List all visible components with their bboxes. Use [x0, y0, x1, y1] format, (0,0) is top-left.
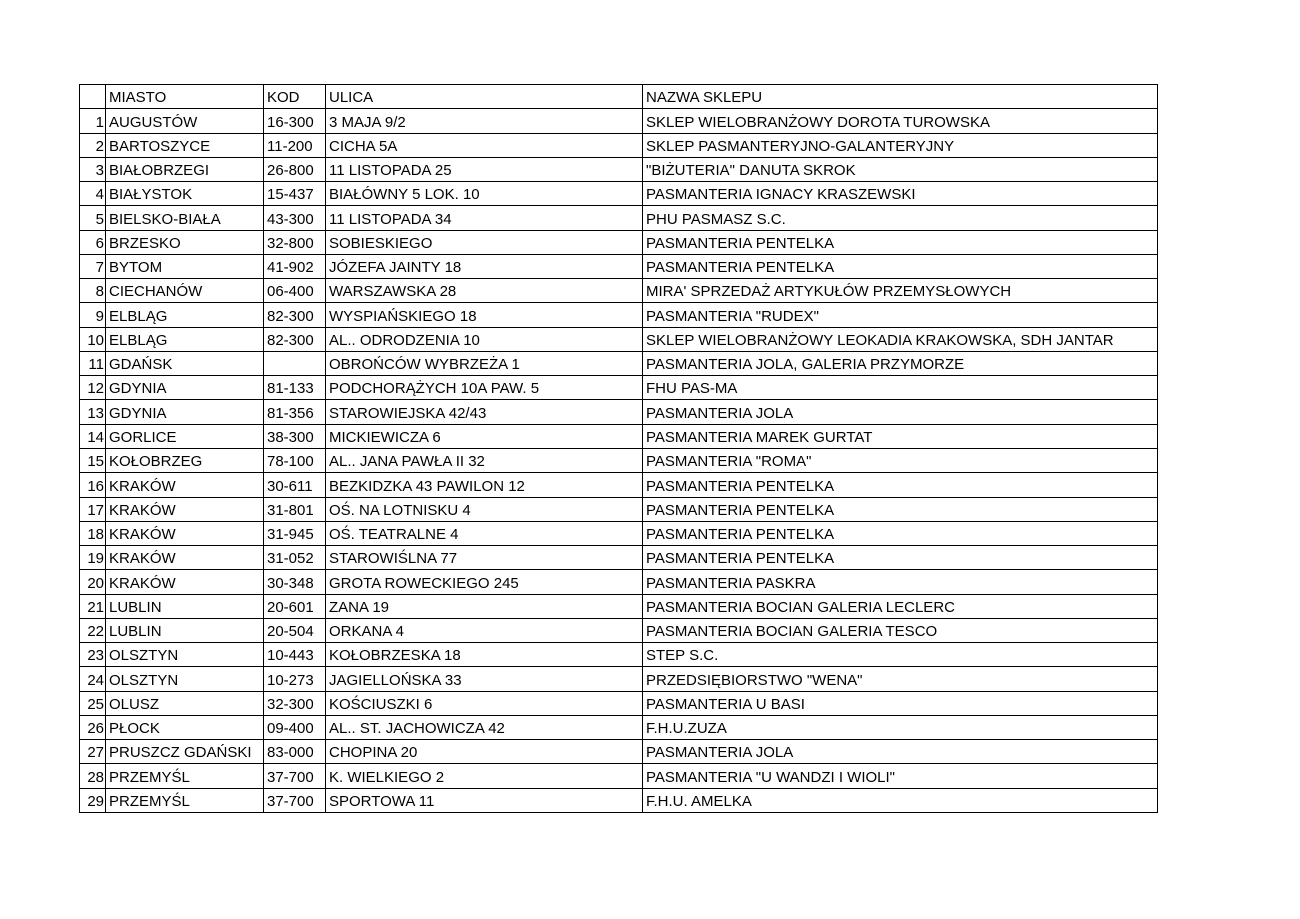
table-row — [80, 473, 1158, 497]
city-cell: CIECHANÓW — [106, 279, 264, 303]
street-cell: CICHA 5A — [326, 133, 643, 157]
row-number-cell: 7 — [80, 254, 106, 278]
street-cell: OŚ. TEATRALNE 4 — [326, 521, 643, 545]
city-cell: BARTOSZYCE — [106, 133, 264, 157]
street-cell: MICKIEWICZA 6 — [326, 424, 643, 448]
table-row — [80, 327, 1158, 351]
postal-code-cell: 82-300 — [264, 327, 326, 351]
table-row — [80, 157, 1158, 181]
table-row — [80, 351, 1158, 375]
city-cell: BIAŁOBRZEGI — [106, 157, 264, 181]
row-number-cell: 17 — [80, 497, 106, 521]
street-cell: WARSZAWSKA 28 — [326, 279, 643, 303]
shop-name-cell: PASMANTERIA PENTELKA — [643, 473, 1158, 497]
street-cell: K. WIELKIEGO 2 — [326, 764, 643, 788]
city-cell: PRZEMYŚL — [106, 764, 264, 788]
city-cell: AUGUSTÓW — [106, 109, 264, 133]
shop-name-cell: PASMANTERIA BOCIAN GALERIA LECLERC — [643, 594, 1158, 618]
shop-name-cell: PASMANTERIA JOLA — [643, 740, 1158, 764]
row-number-cell: 22 — [80, 618, 106, 642]
postal-code-cell: 10-273 — [264, 667, 326, 691]
city-cell: BIELSKO-BIAŁA — [106, 206, 264, 230]
table-row — [80, 740, 1158, 764]
postal-code-cell: 30-348 — [264, 570, 326, 594]
table-row — [80, 206, 1158, 230]
row-number-cell: 5 — [80, 206, 106, 230]
city-cell: OLSZTYN — [106, 667, 264, 691]
postal-code-cell: 15-437 — [264, 182, 326, 206]
table-row — [80, 109, 1158, 133]
table-row — [80, 788, 1158, 812]
street-cell: JAGIELLOŃSKA 33 — [326, 667, 643, 691]
table-row — [80, 691, 1158, 715]
row-number-cell: 20 — [80, 570, 106, 594]
postal-code-cell: 31-945 — [264, 521, 326, 545]
street-cell: AL.. JANA PAWŁA II 32 — [326, 448, 643, 472]
postal-code-cell: 26-800 — [264, 157, 326, 181]
street-cell: KOŚCIUSZKI 6 — [326, 691, 643, 715]
row-number-cell: 4 — [80, 182, 106, 206]
street-cell: 11 LISTOPADA 34 — [326, 206, 643, 230]
city-cell: BYTOM — [106, 254, 264, 278]
street-cell: STAROWIŚLNA 77 — [326, 546, 643, 570]
row-number-cell: 15 — [80, 448, 106, 472]
city-cell: GORLICE — [106, 424, 264, 448]
row-number-cell: 19 — [80, 546, 106, 570]
row-number-cell: 24 — [80, 667, 106, 691]
row-number-cell: 29 — [80, 788, 106, 812]
header-row — [80, 85, 1158, 109]
city-cell: PŁOCK — [106, 715, 264, 739]
street-cell: OŚ. NA LOTNISKU 4 — [326, 497, 643, 521]
row-number-cell: 28 — [80, 764, 106, 788]
shop-name-cell: PASMANTERIA JOLA, GALERIA PRZYMORZE — [643, 351, 1158, 375]
postal-code-cell: 11-200 — [264, 133, 326, 157]
city-cell: KRAKÓW — [106, 570, 264, 594]
header-shop-name: NAZWA SKLEPU — [643, 85, 1158, 109]
city-cell: PRUSZCZ GDAŃSKI — [106, 740, 264, 764]
city-cell: BIAŁYSTOK — [106, 182, 264, 206]
postal-code-cell — [264, 351, 326, 375]
row-number-cell: 9 — [80, 303, 106, 327]
street-cell: ZANA 19 — [326, 594, 643, 618]
postal-code-cell: 78-100 — [264, 448, 326, 472]
postal-code-cell: 31-801 — [264, 497, 326, 521]
table-row — [80, 230, 1158, 254]
table-body — [80, 109, 1158, 813]
city-cell: KRAKÓW — [106, 521, 264, 545]
row-number-cell: 12 — [80, 376, 106, 400]
postal-code-cell: 83-000 — [264, 740, 326, 764]
shop-name-cell: PASMANTERIA PENTELKA — [643, 254, 1158, 278]
row-number-cell: 10 — [80, 327, 106, 351]
postal-code-cell: 30-611 — [264, 473, 326, 497]
shop-name-cell: F.H.U.ZUZA — [643, 715, 1158, 739]
street-cell: GROTA ROWECKIEGO 245 — [326, 570, 643, 594]
city-cell: KOŁOBRZEG — [106, 448, 264, 472]
table-row — [80, 448, 1158, 472]
street-cell: AL.. ODRODZENIA 10 — [326, 327, 643, 351]
shop-name-cell: PHU PASMASZ S.C. — [643, 206, 1158, 230]
shop-name-cell: STEP S.C. — [643, 643, 1158, 667]
row-number-cell: 25 — [80, 691, 106, 715]
postal-code-cell: 09-400 — [264, 715, 326, 739]
row-number-cell: 23 — [80, 643, 106, 667]
table-row — [80, 667, 1158, 691]
postal-code-cell: 81-356 — [264, 400, 326, 424]
table-row — [80, 643, 1158, 667]
city-cell: GDYNIA — [106, 400, 264, 424]
street-cell: 11 LISTOPADA 25 — [326, 157, 643, 181]
table-row — [80, 400, 1158, 424]
row-number-cell: 6 — [80, 230, 106, 254]
street-cell: AL.. ST. JACHOWICZA 42 — [326, 715, 643, 739]
shop-name-cell: SKLEP WIELOBRANŻOWY LEOKADIA KRAKOWSKA, SDH JANTAR — [643, 327, 1158, 351]
table-row — [80, 497, 1158, 521]
table-row — [80, 424, 1158, 448]
street-cell: STAROWIEJSKA 42/43 — [326, 400, 643, 424]
shop-name-cell: PASMANTERIA IGNACY KRASZEWSKI — [643, 182, 1158, 206]
street-cell: CHOPINA 20 — [326, 740, 643, 764]
shop-name-cell: PASMANTERIA PASKRA — [643, 570, 1158, 594]
row-number-cell: 8 — [80, 279, 106, 303]
shop-name-cell: PASMANTERIA U BASI — [643, 691, 1158, 715]
shop-name-cell: PASMANTERIA BOCIAN GALERIA TESCO — [643, 618, 1158, 642]
table-header — [80, 85, 1158, 109]
street-cell: BEZKIDZKA 43 PAWILON 12 — [326, 473, 643, 497]
table-row — [80, 279, 1158, 303]
street-cell: KOŁOBRZESKA 18 — [326, 643, 643, 667]
table-row — [80, 376, 1158, 400]
table-row — [80, 570, 1158, 594]
shop-name-cell: PASMANTERIA PENTELKA — [643, 521, 1158, 545]
row-number-cell: 1 — [80, 109, 106, 133]
postal-code-cell: 43-300 — [264, 206, 326, 230]
shop-list-table — [79, 84, 1158, 813]
table-row — [80, 715, 1158, 739]
table-row — [80, 133, 1158, 157]
shop-name-cell: MIRA' SPRZEDAŻ ARTYKUŁÓW PRZEMYSŁOWYCH — [643, 279, 1158, 303]
postal-code-cell: 82-300 — [264, 303, 326, 327]
postal-code-cell: 31-052 — [264, 546, 326, 570]
shop-name-cell: SKLEP PASMANTERYJNO-GALANTERYJNY — [643, 133, 1158, 157]
postal-code-cell: 06-400 — [264, 279, 326, 303]
row-number-cell: 18 — [80, 521, 106, 545]
street-cell: BIAŁÓWNY 5 LOK. 10 — [326, 182, 643, 206]
row-number-cell: 27 — [80, 740, 106, 764]
row-number-cell: 13 — [80, 400, 106, 424]
shop-name-cell: PASMANTERIA PENTELKA — [643, 546, 1158, 570]
shop-name-cell: PASMANTERIA "U WANDZI I WIOLI" — [643, 764, 1158, 788]
table-row — [80, 594, 1158, 618]
postal-code-cell: 32-300 — [264, 691, 326, 715]
street-cell: WYSPIAŃSKIEGO 18 — [326, 303, 643, 327]
row-number-cell: 21 — [80, 594, 106, 618]
shop-name-cell: "BIŻUTERIA" DANUTA SKROK — [643, 157, 1158, 181]
city-cell: LUBLIN — [106, 618, 264, 642]
postal-code-cell: 37-700 — [264, 764, 326, 788]
city-cell: PRZEMYŚL — [106, 788, 264, 812]
city-cell: ELBLĄG — [106, 303, 264, 327]
shop-name-cell: PASMANTERIA PENTELKA — [643, 497, 1158, 521]
city-cell: BRZESKO — [106, 230, 264, 254]
table-row — [80, 764, 1158, 788]
shop-name-cell: SKLEP WIELOBRANŻOWY DOROTA TUROWSKA — [643, 109, 1158, 133]
city-cell: OLSZTYN — [106, 643, 264, 667]
postal-code-cell: 20-504 — [264, 618, 326, 642]
shop-name-cell: F.H.U. AMELKA — [643, 788, 1158, 812]
street-cell: PODCHORĄŻYCH 10A PAW. 5 — [326, 376, 643, 400]
city-cell: KRAKÓW — [106, 473, 264, 497]
postal-code-cell: 20-601 — [264, 594, 326, 618]
shop-name-cell: PASMANTERIA "ROMA" — [643, 448, 1158, 472]
row-number-cell: 11 — [80, 351, 106, 375]
row-number-cell: 16 — [80, 473, 106, 497]
table-row — [80, 182, 1158, 206]
table-row — [80, 546, 1158, 570]
row-number-cell: 26 — [80, 715, 106, 739]
city-cell: GDAŃSK — [106, 351, 264, 375]
street-cell: 3 MAJA 9/2 — [326, 109, 643, 133]
city-cell: LUBLIN — [106, 594, 264, 618]
row-number-cell: 3 — [80, 157, 106, 181]
street-cell: ORKANA 4 — [326, 618, 643, 642]
street-cell: OBROŃCÓW WYBRZEŻA 1 — [326, 351, 643, 375]
header-city: MIASTO — [106, 85, 264, 109]
shop-name-cell: PASMANTERIA MAREK GURTAT — [643, 424, 1158, 448]
city-cell: OLUSZ — [106, 691, 264, 715]
street-cell: SOBIESKIEGO — [326, 230, 643, 254]
city-cell: KRAKÓW — [106, 546, 264, 570]
table-row — [80, 618, 1158, 642]
postal-code-cell: 41-902 — [264, 254, 326, 278]
shop-name-cell: PRZEDSIĘBIORSTWO "WENA" — [643, 667, 1158, 691]
shop-name-cell: FHU PAS-MA — [643, 376, 1158, 400]
street-cell: SPORTOWA 11 — [326, 788, 643, 812]
postal-code-cell: 10-443 — [264, 643, 326, 667]
city-cell: ELBLĄG — [106, 327, 264, 351]
header-street: ULICA — [326, 85, 643, 109]
shop-name-cell: PASMANTERIA PENTELKA — [643, 230, 1158, 254]
postal-code-cell: 38-300 — [264, 424, 326, 448]
postal-code-cell: 16-300 — [264, 109, 326, 133]
header-row-number — [80, 85, 106, 109]
city-cell: GDYNIA — [106, 376, 264, 400]
shop-name-cell: PASMANTERIA "RUDEX" — [643, 303, 1158, 327]
row-number-cell: 2 — [80, 133, 106, 157]
table-row — [80, 254, 1158, 278]
shop-name-cell: PASMANTERIA JOLA — [643, 400, 1158, 424]
postal-code-cell: 37-700 — [264, 788, 326, 812]
row-number-cell: 14 — [80, 424, 106, 448]
city-cell: KRAKÓW — [106, 497, 264, 521]
postal-code-cell: 81-133 — [264, 376, 326, 400]
table-row — [80, 521, 1158, 545]
street-cell: JÓZEFA JAINTY 18 — [326, 254, 643, 278]
table-row — [80, 303, 1158, 327]
postal-code-cell: 32-800 — [264, 230, 326, 254]
header-postal-code: KOD — [264, 85, 326, 109]
